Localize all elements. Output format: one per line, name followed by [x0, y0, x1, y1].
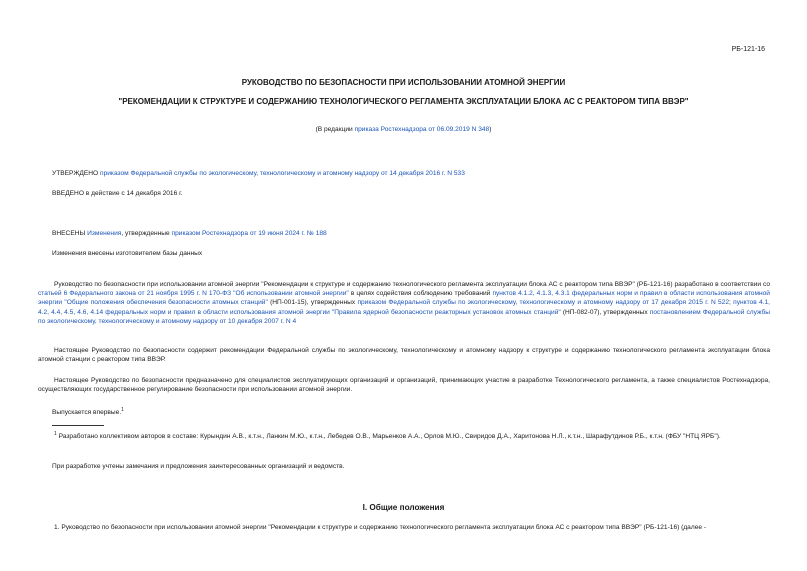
- edition-link[interactable]: приказа Ростехнадзора от 06.09.2019 N 348: [354, 126, 490, 133]
- order-522-link[interactable]: приказом Федеральной службы по экологическому, технологическому и атомному надзору от 17 декабря 2015 г. N 522: [357, 299, 730, 307]
- para1-text-5: (НП-082-07), утвержденных: [560, 308, 650, 316]
- changes-prefix: ВНЕСЕНЫ: [52, 230, 88, 237]
- changes-line: [52, 230, 327, 237]
- footnote: [38, 430, 770, 441]
- changes-link[interactable]: Изменения: [87, 230, 122, 237]
- document-code: РБ-121-16: [731, 46, 765, 53]
- changes-order-link[interactable]: приказом Ростехнадзора от 19 июня 2024 г. № 188: [171, 230, 327, 237]
- para1-text-4: ;: [729, 299, 734, 307]
- introduced-line: ВВЕДЕНО в действие с 14 декабря 2016 г.: [52, 190, 183, 197]
- para1-text-3: (НП-001-15), утвержденных: [267, 299, 358, 307]
- approved-link[interactable]: приказом Федеральной службы по экологическому, технологическому и атомному надзору от 14 декабря 2016 г. N 533: [100, 170, 465, 177]
- edition-note: [0, 126, 807, 133]
- edition-prefix: (В редакции: [315, 126, 355, 133]
- para1-text-1: Руководство по безопасности при использовании атомной энергии "Рекомендации к структуре и содержанию технологического регламента эксплуатации блока АС с реактором типа ВВЭР" (РБ-121-16) разработано в соответствии со: [54, 281, 770, 288]
- footnote-separator: [52, 425, 104, 426]
- np-082-link[interactable]: пунктов 4.1, 4.2, 4.4, 4.5, 4.6, 4.14 федеральных норм и правил в области использования атомной энергии "Правила ядерной безопасности реакторных установок атомных станций": [38, 299, 771, 316]
- first-issue-text: Выпускается впервые.: [52, 409, 122, 417]
- db-note: Изменения внесены изготовителем базы данных: [52, 250, 203, 257]
- paragraph-content: Настоящее Руководство по безопасности содержит рекомендации Федеральной службы по экологическому, технологическому и атомному надзору к структуре и содержанию технологического регламента эксплуатации блока атомной станции с реактором типа ВВЭР.: [38, 347, 770, 364]
- document-title: РУКОВОДСТВО ПО БЕЗОПАСНОСТИ ПРИ ИСПОЛЬЗОВАНИИ АТОМНОЙ ЭНЕРГИИ: [241, 78, 566, 87]
- remarks-line: При разработке учтены замечания и предложения заинтересованных организаций и ведомств.: [52, 463, 345, 470]
- paragraph-basis: [38, 280, 770, 326]
- resolution-link[interactable]: постановлением Федеральной службы по экологическому, технологическому и атомному надзору от 10 декабря 2007 г. N 4: [38, 308, 771, 325]
- np-001-link[interactable]: пунктов 4.1.2, 4.1.3, 4.3.1 федеральных норм и правил в области использования атомной энергии "Общие положения обеспечения безопасности атомных станций": [38, 290, 770, 307]
- edition-suffix: ): [489, 126, 492, 133]
- first-issue-line: [52, 407, 124, 416]
- changes-mid: , утвержденные: [121, 230, 172, 237]
- footnote-ref[interactable]: 1: [121, 407, 124, 413]
- para1-text-2: в целях содействия соблюдению требований: [348, 290, 493, 298]
- law-link[interactable]: статьей 6 Федерального закона от 21 ноября 1995 г. N 170-ФЗ "Об использовании атомной энергии": [38, 290, 349, 298]
- approved-prefix: УТВЕРЖДЕНО: [52, 170, 101, 177]
- section-heading: I. Общие положения: [362, 503, 445, 512]
- document-subtitle: "РЕКОМЕНДАЦИИ К СТРУКТУРЕ И СОДЕРЖАНИЮ ТЕХНОЛОГИЧЕСКОГО РЕГЛАМЕНТА ЭКСПЛУАТАЦИИ БЛОКА АС С РЕАКТОРОМ ТИПА ВВЭР": [118, 97, 689, 106]
- footnote-text: Разработано коллективом авторов в составе: Курындин А.В., к.т.н., Ланкин М.Ю., к.т.н., Лебедев О.В., Марьенков А.А., Орлов М.Ю., Свиридов Д.А., Харитонова Н.Л., к.т.н., Шарафутдинов Р.Б., к.т.н. (ФБУ "НТЦ ЯРБ").: [58, 433, 721, 441]
- footnote-mark: 1: [54, 431, 57, 437]
- paragraph-audience: Настоящее Руководство по безопасности предназначено для специалистов эксплуатирующих организаций и организаций, принимающих участие в разработке Технологического регламента, а также специалистов Ростехнадзора, осуществляющих государственное регулирование безопасности при использовании атомной энергии.: [38, 377, 770, 394]
- approved-line: [52, 170, 465, 177]
- item-1: 1. Руководство по безопасности при использовании атомной энергии "Рекомендации к структуре и содержанию технологического регламента эксплуатации блока АС с реактором типа ВВЭР" (РБ-121-16) (далее -: [54, 524, 707, 531]
